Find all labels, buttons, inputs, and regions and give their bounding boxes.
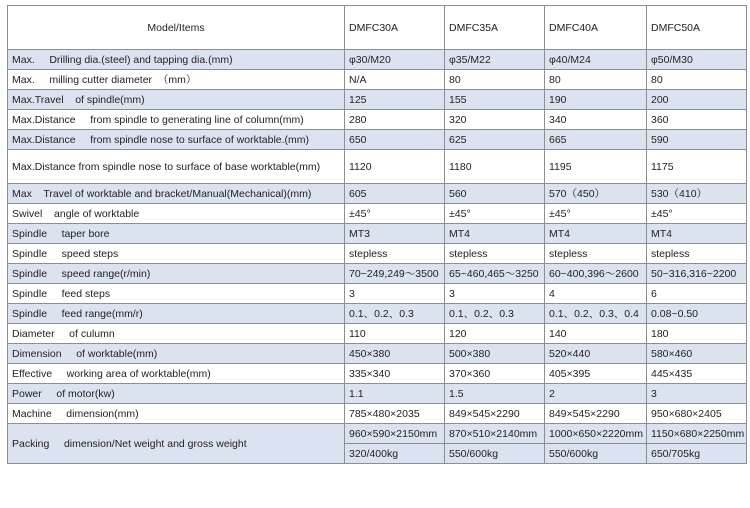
row-value: N/A: [345, 70, 445, 90]
model-header-dmfc35a: DMFC35A: [445, 6, 545, 50]
row-value: 60~400,396～2600: [545, 264, 647, 284]
table-row: [8, 344, 747, 364]
row-value: 560: [445, 184, 545, 204]
row-value: 70~249,249～3500: [345, 264, 445, 284]
model-items-header: Model/Items: [8, 6, 345, 50]
row-value: 370×360: [445, 364, 545, 384]
packing-weight: 650/705kg: [647, 444, 747, 464]
table-row: [8, 150, 747, 184]
row-value: 650: [345, 130, 445, 150]
row-value: 340: [545, 110, 647, 130]
row-value: 1120: [345, 150, 445, 184]
row-value: 580×460: [647, 344, 747, 364]
row-value: 450×380: [345, 344, 445, 364]
row-label: Machine dimension(mm): [8, 404, 345, 424]
row-value: 950×680×2405: [647, 404, 747, 424]
table-row: [8, 90, 747, 110]
model-header-dmfc50a: DMFC50A: [647, 6, 747, 50]
row-label: Spindle feed range(mm/r): [8, 304, 345, 324]
row-value: 180: [647, 324, 747, 344]
row-value: 849×545×2290: [545, 404, 647, 424]
packing-weight: 550/600kg: [445, 444, 545, 464]
row-label: Max.Distance from spindle nose to surface of worktable.(mm): [8, 130, 345, 150]
row-value: 335×340: [345, 364, 445, 384]
row-value: 2: [545, 384, 647, 404]
row-label: Max Travel of worktable and bracket/Manual(Mechanical)(mm): [8, 184, 345, 204]
table-row: [8, 304, 747, 324]
row-value: MT4: [445, 224, 545, 244]
row-value: 1.1: [345, 384, 445, 404]
table-row: [8, 244, 747, 264]
model-header-dmfc30a: DMFC30A: [345, 6, 445, 50]
row-value: 50~316,316~2200: [647, 264, 747, 284]
row-value: 625: [445, 130, 545, 150]
table-row: [8, 404, 747, 424]
row-value: 0.1、0.2、0.3: [445, 304, 545, 324]
row-value: φ50/M30: [647, 50, 747, 70]
row-value: 405×395: [545, 364, 647, 384]
row-label: Max.Distance from spindle nose to surface of base worktable(mm): [8, 150, 345, 184]
row-value: φ30/M20: [345, 50, 445, 70]
table-row: [8, 384, 747, 404]
row-value: 570（450）: [545, 184, 647, 204]
row-value: 500×380: [445, 344, 545, 364]
row-value: φ40/M24: [545, 50, 647, 70]
packing-dimension: 1150×680×2250mm: [647, 424, 747, 444]
row-label: Max. Drilling dia.(steel) and tapping dia.(mm): [8, 50, 345, 70]
row-value: stepless: [545, 244, 647, 264]
row-label: Effective working area of worktable(mm): [8, 364, 345, 384]
spec-table: [7, 5, 747, 464]
row-value: 530（410）: [647, 184, 747, 204]
table-row: [8, 324, 747, 344]
row-label: Diameter of culumn: [8, 324, 345, 344]
row-value: stepless: [345, 244, 445, 264]
row-value: 590: [647, 130, 747, 150]
table-row: [8, 70, 747, 90]
table-row: [8, 110, 747, 130]
row-value: 80: [647, 70, 747, 90]
row-value: 120: [445, 324, 545, 344]
row-label: Spindle speed range(r/min): [8, 264, 345, 284]
row-label: Spindle speed steps: [8, 244, 345, 264]
row-value: ±45°: [345, 204, 445, 224]
row-value: 280: [345, 110, 445, 130]
row-value: 0.08~0.50: [647, 304, 747, 324]
model-header-dmfc40a: DMFC40A: [545, 6, 647, 50]
table-row: [8, 130, 747, 150]
row-value: 665: [545, 130, 647, 150]
row-value: 785×480×2035: [345, 404, 445, 424]
packing-dimension: 870×510×2140mm: [445, 424, 545, 444]
row-value: 4: [545, 284, 647, 304]
packing-weight: 550/600kg: [545, 444, 647, 464]
row-value: MT4: [647, 224, 747, 244]
row-value: 3: [445, 284, 545, 304]
row-value: 190: [545, 90, 647, 110]
table-header-row: [8, 6, 747, 50]
table-row: [8, 224, 747, 244]
row-label: Swivel angle of worktable: [8, 204, 345, 224]
row-value: 360: [647, 110, 747, 130]
table-row: [8, 364, 747, 384]
row-label: Spindle feed steps: [8, 284, 345, 304]
row-value: ±45°: [445, 204, 545, 224]
row-value: 0.1、0.2、0.3: [345, 304, 445, 324]
packing-dimension: 1000×650×2220mm: [545, 424, 647, 444]
row-value: 3: [647, 384, 747, 404]
row-value: ±45°: [545, 204, 647, 224]
row-value: stepless: [445, 244, 545, 264]
packing-weight: 320/400kg: [345, 444, 445, 464]
row-value: 200: [647, 90, 747, 110]
table-row: [8, 284, 747, 304]
row-value: MT3: [345, 224, 445, 244]
row-value: 155: [445, 90, 545, 110]
row-value: MT4: [545, 224, 647, 244]
row-label: Max.Distance from spindle to generating line of column(mm): [8, 110, 345, 130]
row-value: 140: [545, 324, 647, 344]
row-value: 445×435: [647, 364, 747, 384]
table-row: [8, 50, 747, 70]
row-value: 80: [545, 70, 647, 90]
row-value: 65~460,465～3250: [445, 264, 545, 284]
row-value: 3: [345, 284, 445, 304]
row-label: Power of motor(kw): [8, 384, 345, 404]
row-value: 520×440: [545, 344, 647, 364]
row-value: ±45°: [647, 204, 747, 224]
row-value: 6: [647, 284, 747, 304]
row-value: 0.1、0.2、0.3、0.4: [545, 304, 647, 324]
row-value: 1.5: [445, 384, 545, 404]
row-value: stepless: [647, 244, 747, 264]
row-value: 110: [345, 324, 445, 344]
row-label: Spindle taper bore: [8, 224, 345, 244]
table-row: [8, 184, 747, 204]
row-label: Max.Travel of spindle(mm): [8, 90, 345, 110]
row-value: 849×545×2290: [445, 404, 545, 424]
row-value: 80: [445, 70, 545, 90]
table-row: [8, 204, 747, 224]
row-value: φ35/M22: [445, 50, 545, 70]
table-row: [8, 264, 747, 284]
packing-dimension: 960×590×2150mm: [345, 424, 445, 444]
row-value: 320: [445, 110, 545, 130]
row-label: Dimension of worktable(mm): [8, 344, 345, 364]
row-value: 1175: [647, 150, 747, 184]
table-row-packing: [8, 424, 747, 444]
row-value: 605: [345, 184, 445, 204]
row-value: 125: [345, 90, 445, 110]
packing-label: Packing dimension/Net weight and gross weight: [8, 424, 345, 464]
row-label: Max. milling cutter diameter （mm）: [8, 70, 345, 90]
row-value: 1180: [445, 150, 545, 184]
row-value: 1195: [545, 150, 647, 184]
